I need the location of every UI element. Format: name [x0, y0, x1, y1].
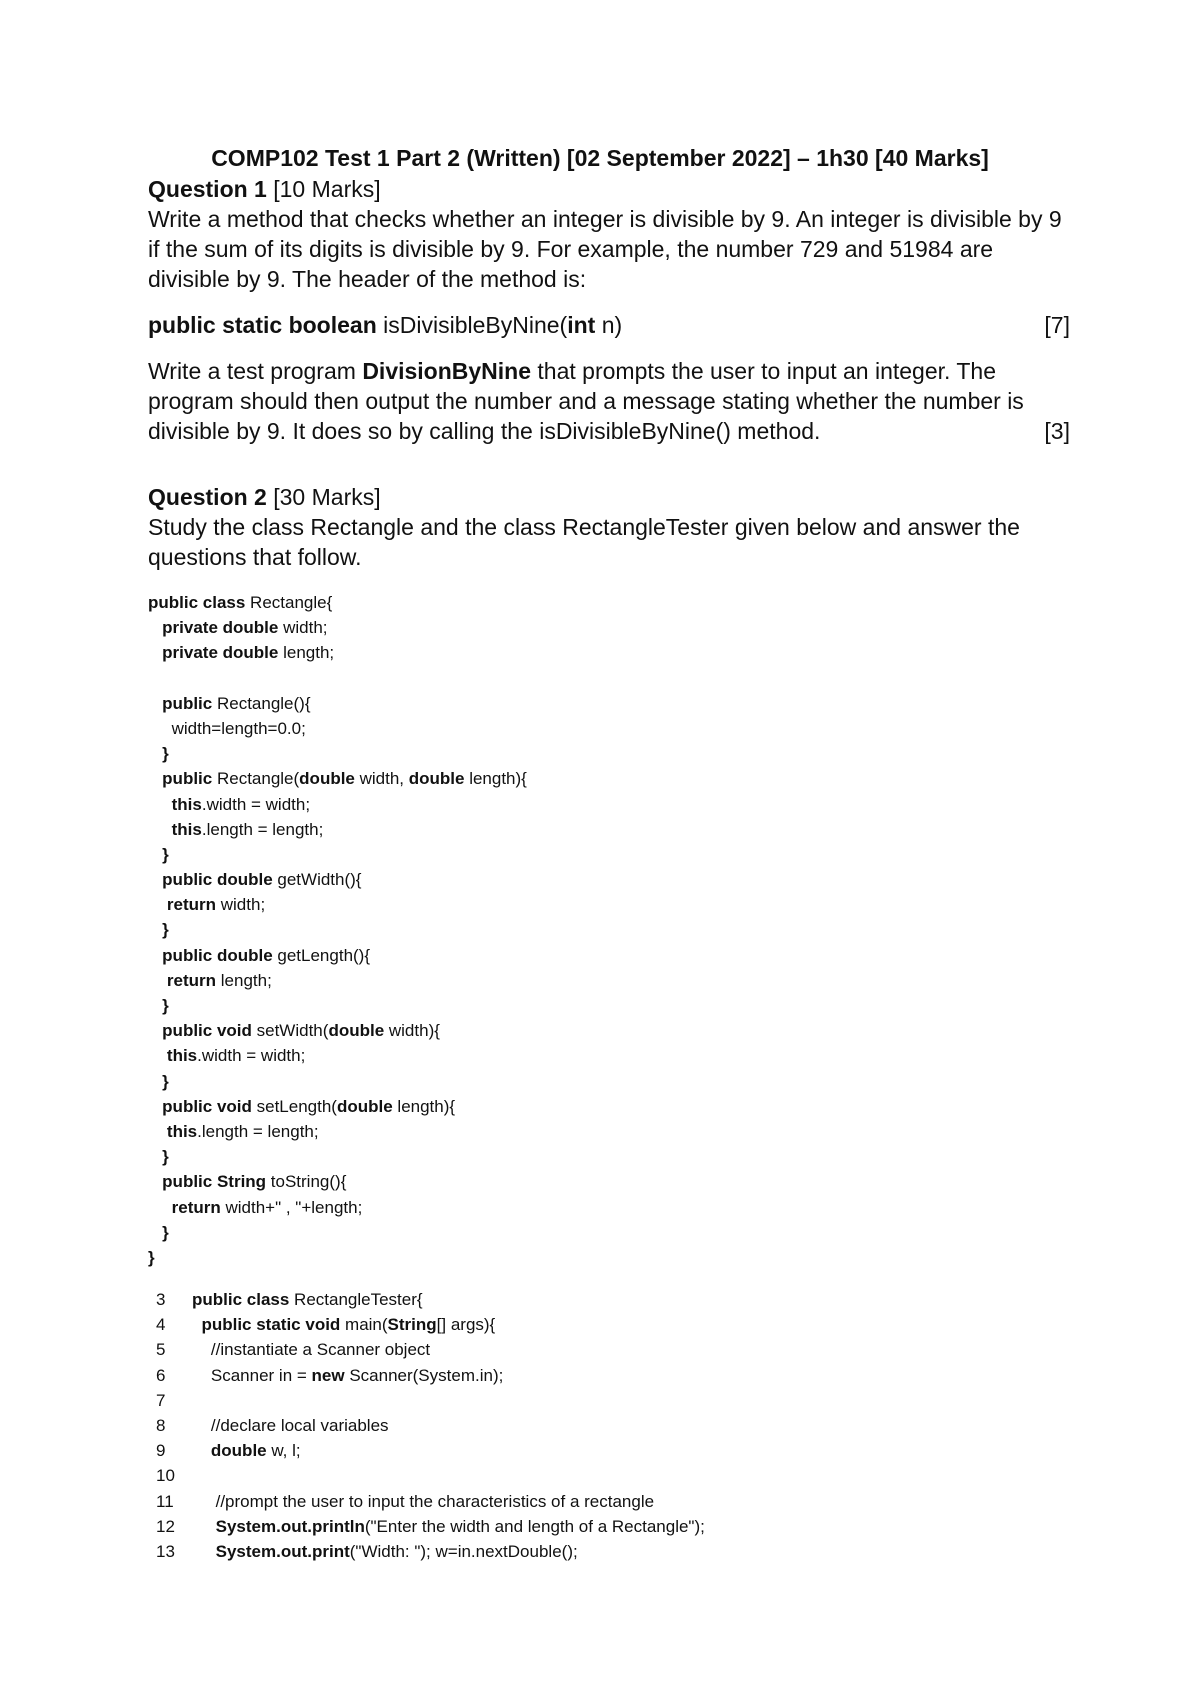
code-keyword: return: [166, 970, 217, 990]
code-text: [148, 996, 162, 1015]
code-text: RectangleTester{: [289, 1290, 423, 1309]
code-content: [192, 1337, 430, 1362]
code-line: [148, 1220, 527, 1245]
code-text: setLength(: [251, 1096, 337, 1116]
code-keyword: private double: [162, 643, 279, 663]
code-keyword: this: [166, 1121, 198, 1141]
code-line: [148, 943, 527, 968]
line-number: 12: [156, 1516, 175, 1536]
code-line: [148, 993, 527, 1018]
code-text: toString(){: [266, 1172, 347, 1192]
question-1: [148, 174, 1070, 446]
code-line: [148, 1169, 527, 1194]
code-content: [192, 1514, 705, 1539]
code-content: [192, 1413, 389, 1438]
code-line: [148, 792, 527, 817]
code-line: [148, 1337, 705, 1362]
question-1-paragraph: Write a method that checks whether an integer is divisible by 9. An integer is divisible by 9 if the sum of its digits is divisible by 9. For example, the number 729 and 51984 are divisible by 9. The header of the method is:: [148, 206, 1062, 292]
code-keyword: new: [311, 1365, 345, 1385]
code-keyword: }: [162, 1071, 169, 1091]
code-keyword: public double: [162, 945, 273, 965]
code-text: [148, 1021, 162, 1040]
code-line: [148, 691, 527, 716]
code-keyword: }: [148, 1247, 155, 1267]
code-text: [148, 971, 167, 990]
code-keyword: }: [162, 844, 169, 864]
line-number: 6: [156, 1365, 166, 1385]
code-keyword: double: [408, 769, 465, 789]
code-text: Rectangle(){: [212, 693, 311, 713]
code-line: [148, 1463, 705, 1488]
code-text: //declare local variables: [192, 1415, 389, 1435]
code-content: [192, 1363, 503, 1388]
test-program-marks: [3]: [1044, 418, 1070, 444]
code-keyword: return: [171, 1197, 221, 1217]
code-line: [148, 1363, 705, 1388]
code-line: [148, 1195, 527, 1220]
method-header-line: [148, 310, 1070, 340]
code-text: getLength(){: [272, 945, 371, 965]
code-text: [148, 946, 162, 965]
code-line: [148, 1539, 705, 1564]
code-keyword: public double: [162, 870, 273, 890]
code-text: [148, 1198, 172, 1217]
code-text: [148, 694, 162, 713]
code-line: [148, 741, 527, 766]
code-content: [192, 1489, 654, 1514]
question-2-paragraph: Study the class Rectangle and the class RectangleTester given below and answer the questions that follow.: [148, 514, 1020, 570]
code-text: [148, 1223, 162, 1242]
code-line: [148, 968, 527, 993]
code-line: [148, 1438, 705, 1463]
code-keyword: private double: [162, 618, 279, 638]
code-line: [148, 1069, 527, 1094]
code-keyword: public static void: [201, 1315, 341, 1335]
code-keyword: public void: [162, 1021, 252, 1041]
code-text: width,: [354, 769, 409, 789]
code-text: width;: [216, 895, 266, 915]
method-header-param: n): [595, 312, 623, 338]
code-line: [148, 1018, 527, 1043]
code-line: [148, 1094, 527, 1119]
code-line: [148, 1514, 705, 1539]
code-keyword: }: [162, 1147, 169, 1167]
code-text: width){: [384, 1021, 440, 1041]
code-keyword: double: [210, 1441, 267, 1461]
code-line: [148, 867, 527, 892]
code-keyword: public class: [148, 593, 246, 612]
code-content: [192, 1287, 423, 1312]
code-text: [148, 744, 162, 763]
line-number: 11: [156, 1491, 174, 1511]
code-text: [] args){: [436, 1315, 496, 1335]
code-line: [148, 666, 527, 691]
code-text: [192, 1542, 216, 1561]
code-line: [148, 640, 527, 665]
code-text: length;: [216, 970, 272, 990]
code-text: [148, 795, 172, 814]
code-text: Scanner(System.in);: [344, 1365, 504, 1385]
code-text: .width = width;: [201, 794, 311, 814]
code-keyword: System.out.println: [215, 1516, 365, 1536]
code-text: [148, 820, 172, 839]
code-keyword: public: [162, 693, 213, 713]
code-text: [148, 1046, 167, 1065]
line-number: 10: [156, 1466, 175, 1486]
code-line: [148, 817, 527, 842]
code-keyword: String: [387, 1315, 437, 1335]
code-content: [192, 1312, 495, 1337]
code-line: [148, 892, 527, 917]
code-line: [148, 1388, 705, 1413]
line-number: 5: [156, 1340, 166, 1360]
test-program-paragraph: [148, 356, 1070, 446]
code-keyword: System.out.print: [215, 1541, 350, 1561]
code-text: ("Enter the width and length of a Rectangle");: [364, 1516, 705, 1536]
code-text: length;: [278, 643, 335, 663]
question-2-label: Question 2: [148, 484, 267, 510]
code-line: [148, 1413, 705, 1438]
code-text: [148, 1172, 162, 1191]
question-1-marks: [10 Marks]: [266, 176, 381, 202]
code-text: [148, 920, 162, 939]
code-text: [148, 1072, 162, 1091]
code-line: [148, 1287, 705, 1312]
code-text: ("Width: "); w=in.nextDouble();: [349, 1541, 578, 1561]
code-line: [148, 1312, 705, 1337]
code-text: [148, 870, 162, 889]
code-line: [148, 716, 527, 741]
code-text: [148, 769, 162, 788]
code-content: [192, 1539, 578, 1564]
code-keyword: public void: [162, 1096, 252, 1116]
code-line: [148, 917, 527, 942]
code-text: main(: [340, 1315, 388, 1335]
code-line: [148, 766, 527, 791]
code-text: [192, 1517, 216, 1536]
code-text: //prompt the user to input the characteristics of a rectangle: [192, 1491, 655, 1511]
code-text: //instantiate a Scanner object: [192, 1340, 431, 1360]
method-header-keywords: public static boolean: [148, 312, 377, 338]
method-header: [148, 310, 622, 340]
rectangle-class-code: [148, 590, 527, 1270]
code-line: [148, 1489, 705, 1514]
code-line: [148, 590, 527, 615]
code-text: [148, 895, 167, 914]
code-line: [148, 1245, 527, 1270]
code-keyword: }: [162, 920, 169, 940]
code-text: getWidth(){: [272, 870, 362, 890]
code-line: [148, 1144, 527, 1169]
code-keyword: double: [328, 1021, 385, 1041]
code-content: [192, 1438, 301, 1463]
code-text: .length = length;: [201, 819, 324, 839]
code-keyword: }: [162, 744, 169, 764]
code-text: [148, 643, 162, 662]
code-text: .length = length;: [197, 1121, 319, 1141]
code-text: length){: [392, 1096, 456, 1116]
code-text: [148, 1122, 167, 1141]
test-program-name: DivisionByNine: [362, 358, 532, 384]
line-number: 7: [156, 1390, 166, 1410]
code-text: Rectangle(: [212, 769, 300, 789]
code-line: [148, 842, 527, 867]
code-text: [148, 1147, 162, 1166]
code-text: width+" , "+length;: [220, 1197, 363, 1217]
question-2: [148, 482, 1070, 572]
line-number: 9: [156, 1441, 166, 1461]
code-text: .width = width;: [197, 1046, 306, 1066]
code-keyword: }: [162, 1222, 169, 1242]
code-keyword: this: [171, 794, 202, 814]
question-1-label: Question 1: [148, 176, 267, 202]
code-keyword: public: [162, 769, 213, 789]
code-keyword: this: [171, 819, 202, 839]
test-program-text-a: Write a test program: [148, 358, 363, 384]
code-keyword: this: [166, 1046, 198, 1066]
method-header-name: isDivisibleByNine(: [376, 312, 568, 338]
code-keyword: public String: [162, 1172, 267, 1192]
line-number: 8: [156, 1415, 166, 1435]
code-keyword: double: [299, 769, 355, 789]
code-text: w, l;: [266, 1441, 301, 1461]
code-line: [148, 1119, 527, 1144]
code-text: [148, 1097, 162, 1116]
code-text: [148, 845, 162, 864]
line-number: 3: [156, 1290, 166, 1309]
code-keyword: return: [166, 895, 217, 915]
test-program-text-b: that prompts the user to input an integer. The program should then output the number and a message stating whether the number is divisible by 9. It does so by calling the isDivisibleByNine() method.: [148, 358, 1024, 444]
code-keyword: double: [336, 1096, 393, 1116]
code-text: setWidth(: [251, 1021, 329, 1041]
code-text: [192, 1441, 211, 1460]
method-header-int: int: [567, 312, 596, 338]
method-header-marks: [7]: [1044, 312, 1070, 338]
code-line: [148, 615, 527, 640]
code-text: Scanner in =: [192, 1365, 312, 1385]
document-title: COMP102 Test 1 Part 2 (Written) [02 September 2022] – 1h30 [40 Marks]: [211, 145, 989, 171]
line-number: 4: [156, 1315, 166, 1335]
code-text: length){: [464, 769, 527, 789]
code-keyword: }: [162, 996, 169, 1015]
question-2-heading: [148, 482, 1070, 512]
question-2-marks: [30 Marks]: [266, 484, 381, 510]
question-1-heading: [148, 174, 1070, 204]
rectangle-tester-code: [148, 1287, 705, 1564]
code-keyword: public class: [192, 1290, 290, 1309]
line-number: 13: [156, 1541, 175, 1561]
code-text: width;: [278, 618, 328, 638]
code-text: [148, 618, 162, 637]
code-line: [148, 1043, 527, 1068]
code-text: width=length=0.0;: [148, 718, 306, 738]
code-text: Rectangle{: [245, 593, 333, 612]
